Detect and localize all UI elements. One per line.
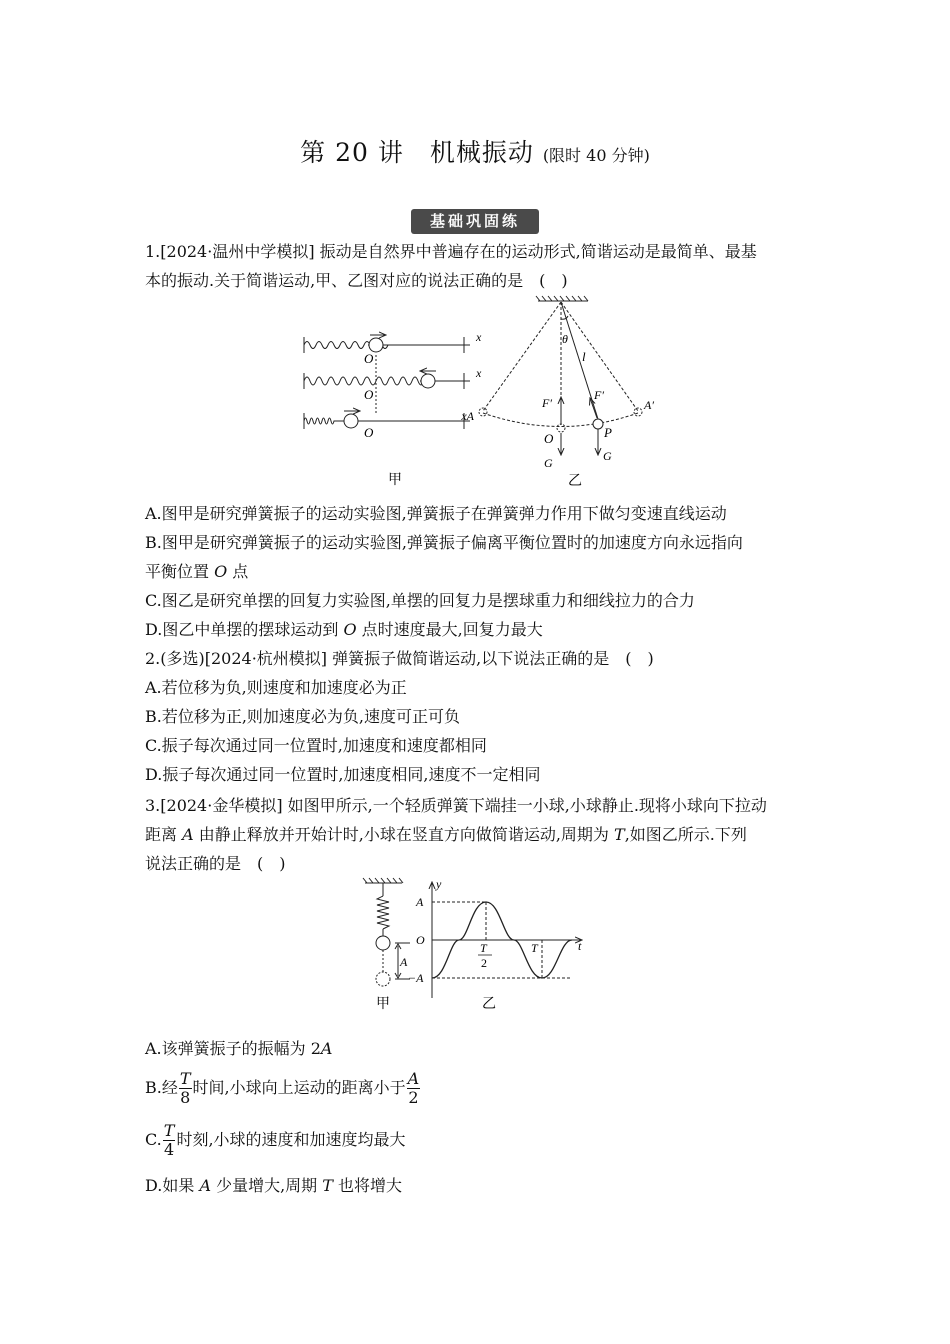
- page-title: [0, 133, 950, 169]
- fig3-y: y: [436, 877, 442, 891]
- fig3-T-half-den: 2: [481, 956, 487, 970]
- fig1-x-2: x: [476, 366, 482, 380]
- fig1-x-1: x: [476, 330, 482, 344]
- frac-T-4: $\frac{T}{4}$: [163, 1121, 175, 1159]
- fig1-O-3: O: [364, 425, 374, 440]
- spring-row-3: [304, 411, 470, 429]
- fig1-xA: xA: [461, 409, 474, 423]
- fig3-O: O: [416, 933, 425, 947]
- q1-stem-line2: 本的振动.关于简谐运动,甲、乙图对应的说法正确的是 ( ): [145, 271, 568, 290]
- fig1-l: l: [582, 349, 586, 364]
- fig1-P: P: [604, 425, 612, 440]
- q2-option-B: B.若位移为正,则加速度必为负,速度可正可负: [145, 707, 461, 726]
- q2-stem: 2.(多选)[2024·杭州模拟] 弹簧振子做简谐运动,以下说法正确的是 ( ): [145, 649, 654, 668]
- fig3-A: A: [416, 895, 424, 909]
- fig1-A2: A′: [644, 398, 654, 412]
- fig1-yi: 乙: [568, 474, 582, 489]
- q2-option-C: C.振子每次通过同一位置时,加速度和速度都相同: [145, 736, 487, 755]
- q3-option-B: B.经 $\frac{T}{8}$ 时间,小球向上运动的距离小于 $\frac{A}{2}$: [145, 1069, 420, 1107]
- q3-stem-line1: 3.[2024·金华模拟] 如图甲所示,一个轻质弹簧下端挂一小球,小球静止.现将小球向下拉动: [145, 796, 767, 815]
- hanging-spring: [363, 878, 410, 986]
- fig3-negA: −A: [408, 971, 424, 985]
- spring-row-1: [304, 335, 470, 353]
- q3-option-C: C. $\frac{T}{4}$ 时刻,小球的速度和加速度均最大: [145, 1121, 406, 1159]
- fig1-O-2: O: [364, 387, 374, 402]
- q1-figure: [298, 295, 668, 490]
- q1-option-B-line1: B.图甲是研究弹簧振子的运动实验图,弹簧振子偏离平衡位置时的加速度方向永远指向: [145, 533, 743, 552]
- frac-A-2: $\frac{A}{2}$: [407, 1069, 420, 1107]
- q1-stem-line1: 1.[2024·温州中学模拟] 振动是自然界中普遍存在的运动形式,简谐运动是最简单、最基: [145, 242, 757, 261]
- q3-option-D: D.如果 A 少量增大,周期 T 也将增大: [145, 1176, 403, 1195]
- q1-option-A: A.图甲是研究弹簧振子的运动实验图,弹簧振子在弹簧弹力作用下做匀变速直线运动: [145, 504, 727, 523]
- title-main: 第 20 讲 机械振动: [300, 138, 534, 167]
- q2-option-A: A.若位移为负,则速度和加速度必为正: [145, 678, 407, 697]
- fig1-F2: F′: [594, 388, 604, 402]
- fig3-A-spring: A: [400, 955, 408, 969]
- fig3-yi: 乙: [482, 997, 496, 1012]
- q3-option-A: A.该弹簧振子的振幅为 2A: [145, 1039, 333, 1058]
- q3-stem-line2: 距离 A 由静止释放并开始计时,小球在竖直方向做简谐运动,周期为 T,如图乙所示.下列: [145, 825, 747, 844]
- spring-row-2: [304, 355, 470, 415]
- fig1-O-pend: O: [544, 431, 554, 446]
- fig1-jia: 甲: [388, 473, 402, 488]
- frac-T-8: $\frac{T}{8}$: [179, 1069, 191, 1107]
- sine-graph: [432, 882, 582, 998]
- title-time-limit: (限时 40 分钟): [542, 146, 650, 165]
- pendulum: [479, 296, 642, 455]
- fig3-t: t: [578, 939, 582, 953]
- q1-option-D: D.图乙中单摆的摆球运动到 O 点时速度最大,回复力最大: [145, 620, 543, 639]
- fig3-T: T: [531, 941, 538, 955]
- fig1-G2: G: [603, 449, 612, 463]
- fig3-jia: 甲: [376, 997, 390, 1012]
- section-banner: 基础巩固练: [411, 209, 539, 234]
- fig3-T-half-num: T: [480, 941, 487, 955]
- q3-figure: [360, 876, 590, 1016]
- fig1-theta: θ: [562, 332, 568, 346]
- q1-option-C: C.图乙是研究单摆的回复力实验图,单摆的回复力是摆球重力和细线拉力的合力: [145, 591, 695, 610]
- q2-option-D: D.振子每次通过同一位置时,加速度相同,速度不一定相同: [145, 765, 541, 784]
- q3-stem-line3: 说法正确的是 ( ): [145, 854, 286, 873]
- fig1-O-1: O: [364, 351, 374, 366]
- q1-option-B-line2: 平衡位置 O 点: [145, 562, 249, 581]
- fig1-F1: F′: [542, 396, 552, 410]
- fig1-G1: G: [544, 456, 553, 470]
